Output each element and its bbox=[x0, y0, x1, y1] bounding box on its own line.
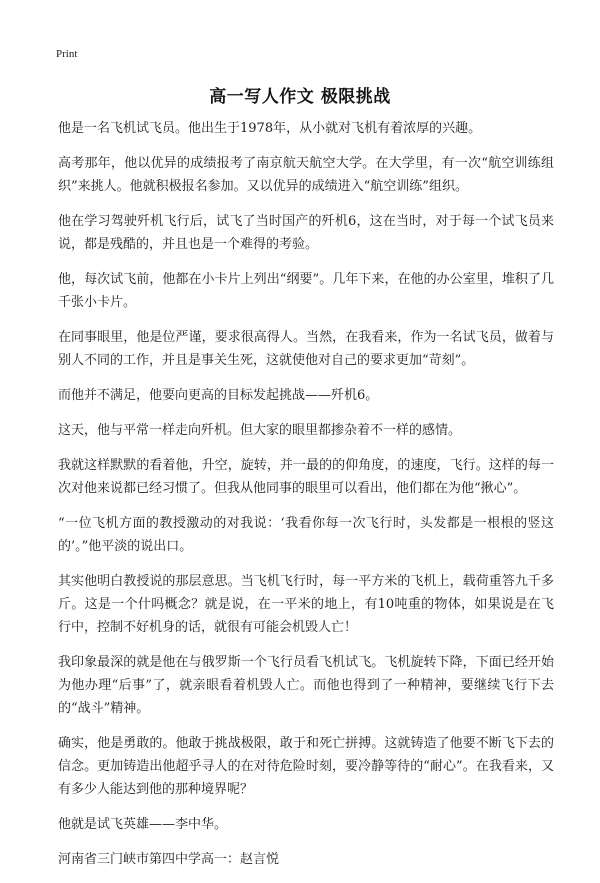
paragraph: 而他并不满足，他要向更高的目标发起挑战——歼机6。 bbox=[58, 388, 379, 403]
article-body bbox=[58, 117, 554, 883]
paragraph: 我就这样默默的看着他，升空，旋转，并一最的的仰角度，的速度，飞行。这样的每一次对他来说都已经习惯了。但我从他同事的眼里可以看出，他们都在为他“揪心”。 bbox=[58, 458, 554, 496]
paragraph: 在同事眼里，他是位严谨，要求很高得人。当然，在我看来，作为一名试飞员，做着与别人不同的工作，并且是事关生死，这就使他对自己的要求更加“苛刻”。 bbox=[58, 330, 554, 368]
paragraph: 高考那年，他以优异的成绩报考了南京航天航空大学。在大学里，有一次“航空训练组织”来挑人。他就积极报名参加。又以优异的成绩进入“航空训练”组织。 bbox=[58, 156, 554, 194]
paragraph: 他，每次试飞前，他都在小卡片上列出“纲要”。几年下来，在他的办公室里，堆积了几千张小卡片。 bbox=[58, 272, 554, 310]
paragraph: “一位飞机方面的教授激动的对我说：‘我看你每一次飞行时，头发都是一根根的竖这的’。”他平淡的说出口。 bbox=[58, 516, 554, 554]
paragraph: 他在学习驾驶歼机飞行后，试飞了当时国产的歼机6，这在当时，对于每一个试飞员来说，都是残酷的，并且也是一个难得的考验。 bbox=[58, 214, 554, 252]
paragraph: 他是一名飞机试飞员。他出生于1978年，从小就对飞机有着浓厚的兴趣。 bbox=[58, 121, 482, 136]
paragraph: 这天，他与平常一样走向歼机。但大家的眼里都掺杂着不一样的感情。 bbox=[58, 423, 462, 438]
paragraph: 他就是试飞英雄——李中华。 bbox=[58, 817, 228, 832]
author-line: 河南省三门峡市第四中学高一：赵言悦 bbox=[58, 852, 280, 867]
print-label: Print bbox=[56, 48, 78, 60]
paragraph: 我印象最深的就是他在与俄罗斯一个飞行员看飞机试飞。飞机旋转下降，下面已经开始为他办理“后事”了，就亲眼看着机毁人亡。而他也得到了一种精神，要继续飞行下去的“战斗”精神。 bbox=[58, 655, 554, 716]
paragraph: 其实他明白教授说的那层意思。当飞机飞行时，每一平方米的飞机上，载荷重答九千多斤。这是一个什吗概念？就是说，在一平米的地上，有10吨重的物体，如果说是在飞行中，控制不好机身的话，就很有可能会机毁人亡！ bbox=[58, 574, 554, 635]
paragraph: 确实，他是勇敢的。他敢于挑战极限，敢于和死亡拼搏。这就铸造了他要不断飞下去的信念。更加铸造出他超乎寻人的在对待危险时刻，要冷静等待的“耐心”。在我看来，又有多少人能达到他的那种境界呢？ bbox=[58, 736, 554, 797]
page-title: 高一写人作文 极限挑战 bbox=[209, 87, 391, 107]
